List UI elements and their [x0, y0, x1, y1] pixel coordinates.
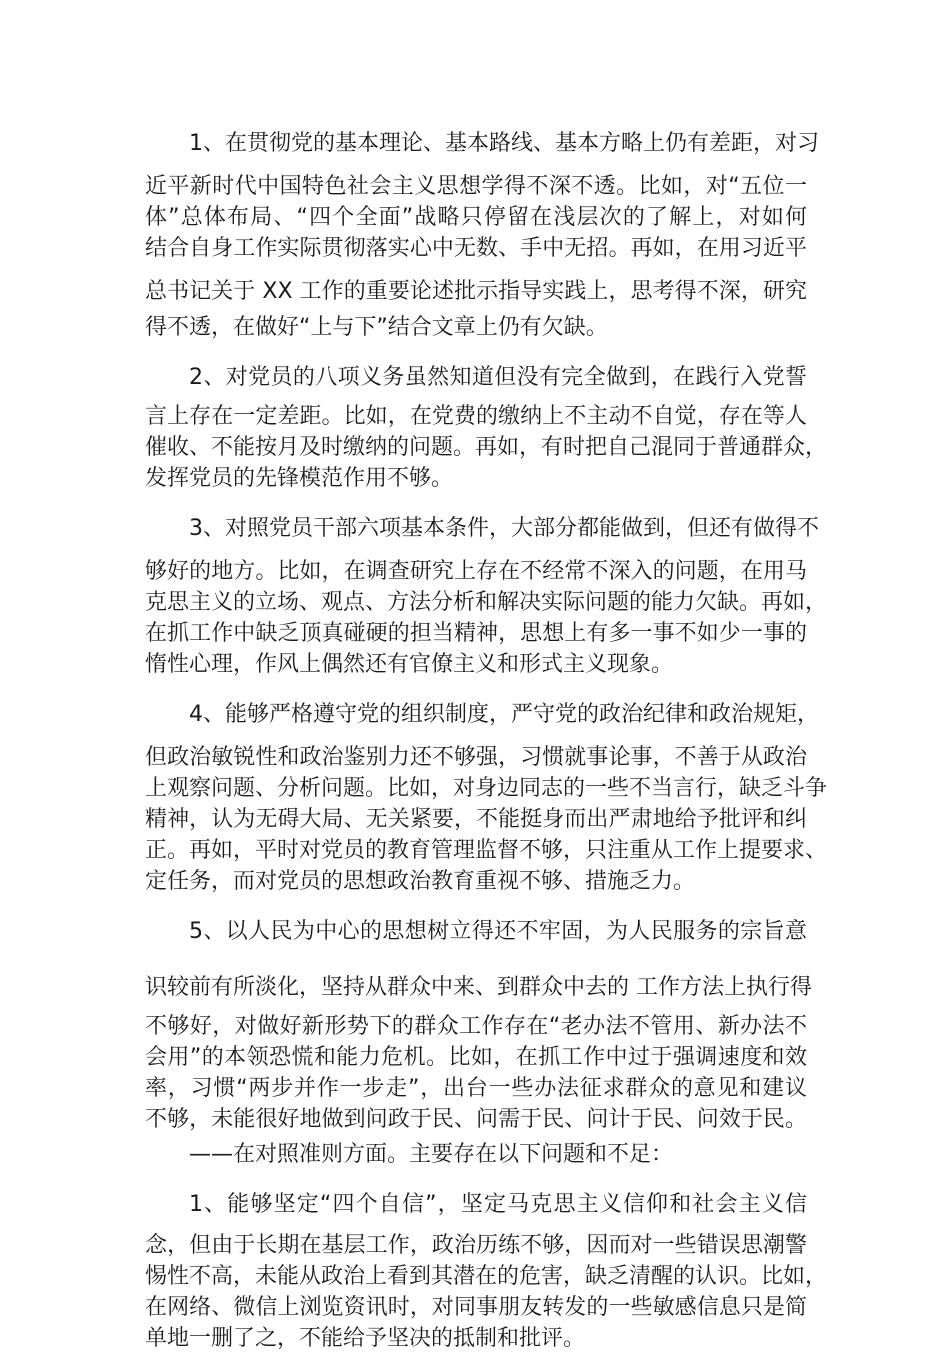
paragraph-line: 惰性心理，作风上偶然还有官僚主义和形式主义现象。 [145, 652, 674, 677]
paragraph-line: 5、以人民为中心的思想树立得还不牢固，为人民服务的宗旨意 [189, 919, 807, 944]
paragraph-line: 克思主义的立场、观点、方法分析和解决实际问题的能力欠缺。再如， [145, 590, 828, 615]
paragraph-line: 1、能够坚定“四个自信”，坚定马克思主义信仰和社会主义信 [189, 1192, 807, 1217]
paragraph-line: 会用”的本领恐慌和能力危机。比如，在抓工作中过于强调速度和效 [145, 1045, 807, 1070]
paragraph-line: 4、能够严格遵守党的组织制度，严守党的政治纪律和政治规矩， [189, 702, 819, 727]
paragraph-line: 正。再如，平时对党员的教育管理监督不够，只注重从工作上提要求、 [145, 838, 828, 863]
paragraph-line: 不够好，对做好新形势下的群众工作存在“老办法不管用、新办法不 [145, 1014, 807, 1039]
paragraph-line: 念，但由于长期在基层工作，政治历练不够，因而对一些错误思潮警 [145, 1233, 807, 1258]
section-heading [145, 1139, 807, 1170]
paragraph-line: 结合自身工作实际贯彻落实心中无数、手中无招。再如，在用习近平 [145, 236, 807, 261]
paragraph-line: 识较前有所淡化，坚持从群众中来、到群众中去的 工作方法上执行得 [145, 975, 812, 1000]
paragraph-line: 率，习惯“两步并作一步走”，出台一些办法征求群众的意见和建议 [145, 1076, 807, 1101]
paragraph-line: 单地一删了之，不能给予坚决的抵制和批评。 [145, 1326, 586, 1351]
paragraph-line: 体”总体布局、“四个全面”战略只停留在浅层次的了解上，对如何 [145, 205, 807, 230]
paragraph-line: 言上存在一定差距。比如，在党费的缴纳上不主动不自觉，存在等人 [145, 404, 807, 429]
paragraph-line: 精神，认为无碍大局、无关紧要，不能挺身而出严肃地给予批评和纠 [145, 807, 807, 832]
paragraph-line: ——在对照准则方面。主要存在以下问题和不足： [189, 1142, 674, 1167]
paragraph-line: 但政治敏锐性和政治鉴别力还不够强，习惯就事论事，不善于从政治 [145, 745, 807, 770]
paragraph-line: 总书记关于 XX 工作的重要论述批示指导实践上，思考得不深，研究 [145, 279, 807, 304]
paragraph-5 [145, 916, 812, 1135]
paragraph-line: 在网络、微信上浏览资讯时，对同事朋友转发的一些敏感信息只是简 [145, 1295, 807, 1320]
paragraph-line: 1、在贯彻党的基本理论、基本路线、基本方略上仍有差距，对习 [189, 131, 819, 156]
paragraph-line: 在抓工作中缺乏顶真碰硬的担当精神，思想上有多一事不如少一事的 [145, 621, 807, 646]
paragraph-line: 不够，未能很好地做到问政于民、问需于民、问计于民、问效于民。 [145, 1107, 807, 1132]
paragraph-line: 发挥党员的先锋模范作用不够。 [145, 466, 454, 491]
paragraph-line: 催收、不能按月及时缴纳的问题。再如，有时把自己混同于普通群众， [145, 435, 828, 460]
paragraph-line: 惕性不高，未能从政治上看到其潜在的危害，缺乏清醒的认识。比如， [145, 1264, 828, 1289]
paragraph-line: 得不透，在做好“上与下”结合文章上仍有欠缺。 [145, 315, 608, 340]
paragraph-2 [145, 362, 828, 494]
paragraph-line: 近平新时代中国特色社会主义思想学得不深不透。比如，对“五位一 [145, 174, 807, 199]
paragraph-1 [145, 128, 819, 343]
paragraph-4 [145, 699, 828, 897]
paragraph-3 [145, 513, 828, 680]
paragraph-line: 3、对照党员干部六项基本条件，大部分都能做到，但还有做得不 [189, 516, 819, 541]
paragraph-line: 上观察问题、分析问题。比如，对身边同志的一些不当言行，缺乏斗争 [145, 776, 828, 801]
paragraph-6 [145, 1189, 828, 1354]
document-body [145, 128, 828, 1354]
paragraph-line: 2、对党员的八项义务虽然知道但没有完全做到，在践行入党誓 [189, 365, 807, 390]
paragraph-line: 够好的地方。比如，在调查研究上存在不经常不深入的问题，在用马 [145, 559, 807, 584]
paragraph-line: 定任务，而对党员的思想政治教育重视不够、措施乏力。 [145, 869, 696, 894]
